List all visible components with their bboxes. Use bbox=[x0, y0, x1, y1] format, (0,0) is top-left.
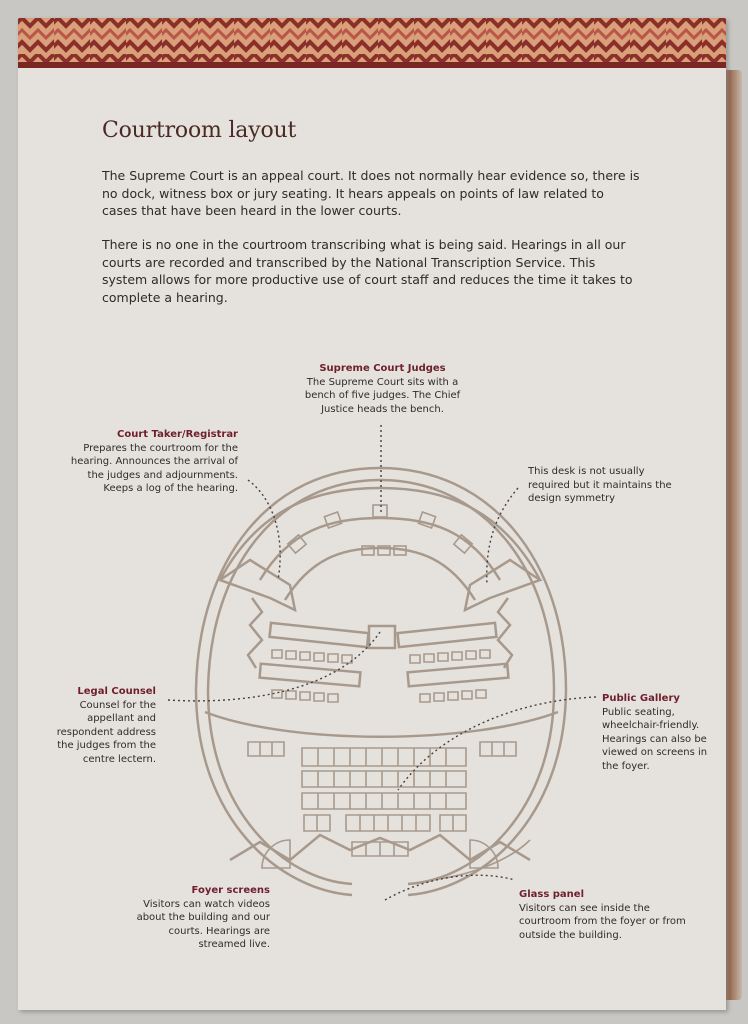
glass-panel bbox=[430, 840, 530, 880]
counsel-table-left-front bbox=[270, 623, 369, 647]
counsel-label-title: Legal Counsel bbox=[77, 686, 156, 697]
registrar-desk bbox=[220, 560, 295, 610]
counsel-seats-left-rear bbox=[272, 690, 338, 702]
gallery-label bbox=[602, 692, 714, 773]
judges-label-title: Supreme Court Judges bbox=[319, 363, 446, 374]
counsel-seats-right-front bbox=[410, 650, 490, 663]
registrar-label-text: Prepares the courtroom for the hearing. Announces the arrival of the judges and adjournments. Keeps a log of the hearing. bbox=[70, 442, 238, 494]
foyer-label bbox=[128, 884, 270, 952]
foyer-label-title: Foyer screens bbox=[191, 885, 270, 896]
intro-paragraph: The Supreme Court is an appeal court. It does not normally hear evidence so, there is no dock, witness box or jury seating. It hears appeals on points of law related to cases that have been heard in the lower courts. bbox=[102, 168, 640, 218]
registrar-label-title: Court Taker/Registrar bbox=[117, 429, 238, 440]
gallery-row-5 bbox=[352, 842, 408, 856]
judges-label bbox=[290, 362, 475, 416]
glass-label-title: Glass panel bbox=[519, 889, 585, 900]
glass-label bbox=[519, 888, 689, 942]
counsel-label bbox=[40, 685, 156, 766]
counsel-table-right-rear bbox=[408, 664, 509, 687]
page-title: Courtroom layout bbox=[102, 118, 297, 143]
judge-chair bbox=[324, 512, 341, 528]
counsel-table-left-rear bbox=[260, 664, 361, 687]
centre-lectern bbox=[369, 626, 395, 648]
gallery-row-4 bbox=[304, 815, 466, 831]
counsel-table-right-front bbox=[398, 623, 497, 647]
judges-label-text: The Supreme Court sits with a bench of five judges. The Chief Justice heads the bench. bbox=[304, 376, 461, 415]
gallery-side-seats-left bbox=[248, 742, 284, 756]
judge-chair bbox=[418, 512, 435, 528]
foyer-label-text: Visitors can watch videos about the building and our courts. Hearings are streamed live. bbox=[136, 898, 270, 950]
counsel-seats-right-rear bbox=[420, 690, 486, 702]
gallery-row-3 bbox=[302, 793, 466, 809]
gallery-rail bbox=[205, 712, 558, 737]
gallery-row-2 bbox=[302, 771, 466, 787]
desk-label bbox=[528, 465, 688, 506]
gallery-label-text: Public seating, wheelchair-friendly. Hearings can also be viewed on screens in the foyer. bbox=[602, 706, 708, 772]
desk-label-text: This desk is not usually required but it maintains the design symmetry bbox=[528, 466, 672, 504]
transcription-paragraph: There is no one in the courtroom transcribing what is being said. Hearings in all our courts are recorded and transcribed by the National Transcription Service. This system allows for more productive use of court staff and reduces the time it takes to complete a hearing. bbox=[102, 237, 633, 305]
courtroom-inner-wall bbox=[208, 480, 554, 884]
registrar-label bbox=[58, 428, 238, 496]
gallery-row-1 bbox=[302, 748, 466, 766]
left-jagged-wall bbox=[248, 598, 262, 668]
gallery-label-title: Public Gallery bbox=[602, 693, 680, 704]
leader-glass bbox=[385, 875, 515, 900]
gallery-side-seats-right bbox=[480, 742, 516, 756]
glass-label-text: Visitors can see inside the courtroom from the foyer or from outside the building. bbox=[519, 902, 686, 941]
counsel-seats-left-front bbox=[272, 650, 352, 663]
right-jagged-wall bbox=[498, 598, 512, 668]
judge-chair bbox=[373, 505, 387, 517]
counsel-label-text: Counsel for the appellant and respondent address the judges from the centre lectern. bbox=[56, 699, 156, 765]
symmetry-desk bbox=[465, 560, 540, 610]
